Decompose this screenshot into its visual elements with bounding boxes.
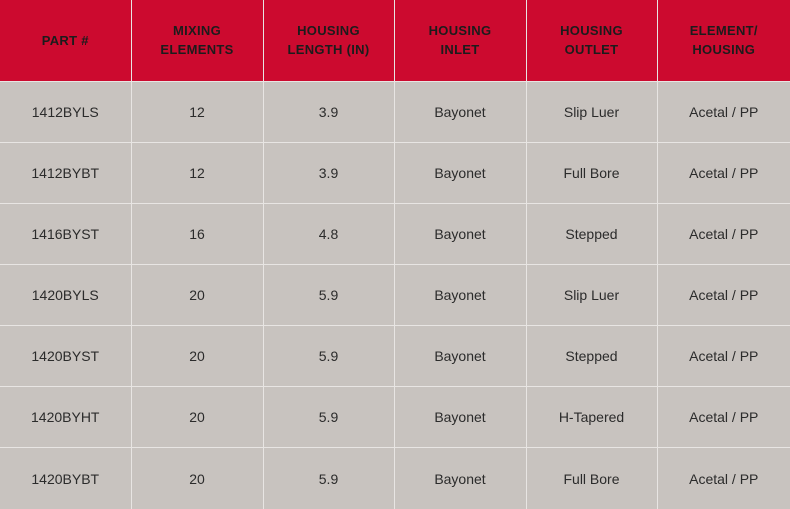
table-row <box>0 448 790 509</box>
cell-element-housing: Acetal / PP <box>657 264 790 325</box>
cell-mixing-elements: 20 <box>131 448 263 509</box>
cell-housing-length: 4.8 <box>263 203 394 264</box>
cell-element-housing: Acetal / PP <box>657 203 790 264</box>
header-housing-length <box>263 0 394 81</box>
cell-part-number: 1420BYST <box>0 326 131 387</box>
cell-housing-length: 5.9 <box>263 448 394 509</box>
header-line: ELEMENTS <box>160 42 234 58</box>
header-housing-outlet <box>526 0 657 81</box>
header-line: HOUSING <box>560 23 623 39</box>
table-row <box>0 203 790 264</box>
header-line: LENGTH (IN) <box>287 42 370 58</box>
cell-housing-inlet: Bayonet <box>394 387 526 448</box>
cell-housing-inlet: Bayonet <box>394 326 526 387</box>
cell-element-housing: Acetal / PP <box>657 387 790 448</box>
cell-housing-outlet: Full Bore <box>526 448 657 509</box>
cell-housing-outlet: Stepped <box>526 203 657 264</box>
cell-mixing-elements: 12 <box>131 81 263 142</box>
header-line: INLET <box>440 42 480 58</box>
cell-part-number: 1412BYBT <box>0 142 131 203</box>
cell-housing-length: 5.9 <box>263 387 394 448</box>
cell-part-number: 1416BYST <box>0 203 131 264</box>
header-line: PART # <box>41 32 89 48</box>
cell-housing-inlet: Bayonet <box>394 81 526 142</box>
table-row <box>0 326 790 387</box>
cell-part-number: 1412BYLS <box>0 81 131 142</box>
cell-mixing-elements: 20 <box>131 326 263 387</box>
cell-part-number: 1420BYBT <box>0 448 131 509</box>
table-row <box>0 81 790 142</box>
cell-housing-length: 5.9 <box>263 326 394 387</box>
cell-housing-inlet: Bayonet <box>394 264 526 325</box>
cell-mixing-elements: 12 <box>131 142 263 203</box>
table-row <box>0 142 790 203</box>
cell-mixing-elements: 20 <box>131 264 263 325</box>
cell-element-housing: Acetal / PP <box>657 448 790 509</box>
cell-housing-outlet: Slip Luer <box>526 81 657 142</box>
cell-part-number: 1420BYLS <box>0 264 131 325</box>
cell-housing-outlet: H-Tapered <box>526 387 657 448</box>
header-housing-inlet <box>394 0 526 81</box>
cell-housing-outlet: Full Bore <box>526 142 657 203</box>
cell-mixing-elements: 20 <box>131 387 263 448</box>
cell-housing-outlet: Slip Luer <box>526 264 657 325</box>
cell-element-housing: Acetal / PP <box>657 142 790 203</box>
header-line: OUTLET <box>564 42 619 58</box>
table-row <box>0 264 790 325</box>
header-line: HOUSING <box>692 42 756 58</box>
table-body <box>0 81 790 509</box>
cell-housing-inlet: Bayonet <box>394 142 526 203</box>
header-line: MIXING <box>172 23 222 39</box>
cell-part-number: 1420BYHT <box>0 387 131 448</box>
cell-housing-length: 3.9 <box>263 142 394 203</box>
cell-housing-inlet: Bayonet <box>394 203 526 264</box>
cell-element-housing: Acetal / PP <box>657 81 790 142</box>
header-row <box>0 0 790 81</box>
cell-housing-length: 3.9 <box>263 81 394 142</box>
header-line: HOUSING <box>297 23 360 39</box>
cell-mixing-elements: 16 <box>131 203 263 264</box>
header-part-number <box>0 0 131 81</box>
cell-housing-outlet: Stepped <box>526 326 657 387</box>
cell-housing-inlet: Bayonet <box>394 448 526 509</box>
cell-housing-length: 5.9 <box>263 264 394 325</box>
header-mixing-elements <box>131 0 263 81</box>
cell-element-housing: Acetal / PP <box>657 326 790 387</box>
table-header <box>0 0 790 81</box>
header-element-housing <box>657 0 790 81</box>
header-line: HOUSING <box>428 23 492 39</box>
table-row <box>0 387 790 448</box>
header-line: ELEMENT/ <box>689 23 758 39</box>
